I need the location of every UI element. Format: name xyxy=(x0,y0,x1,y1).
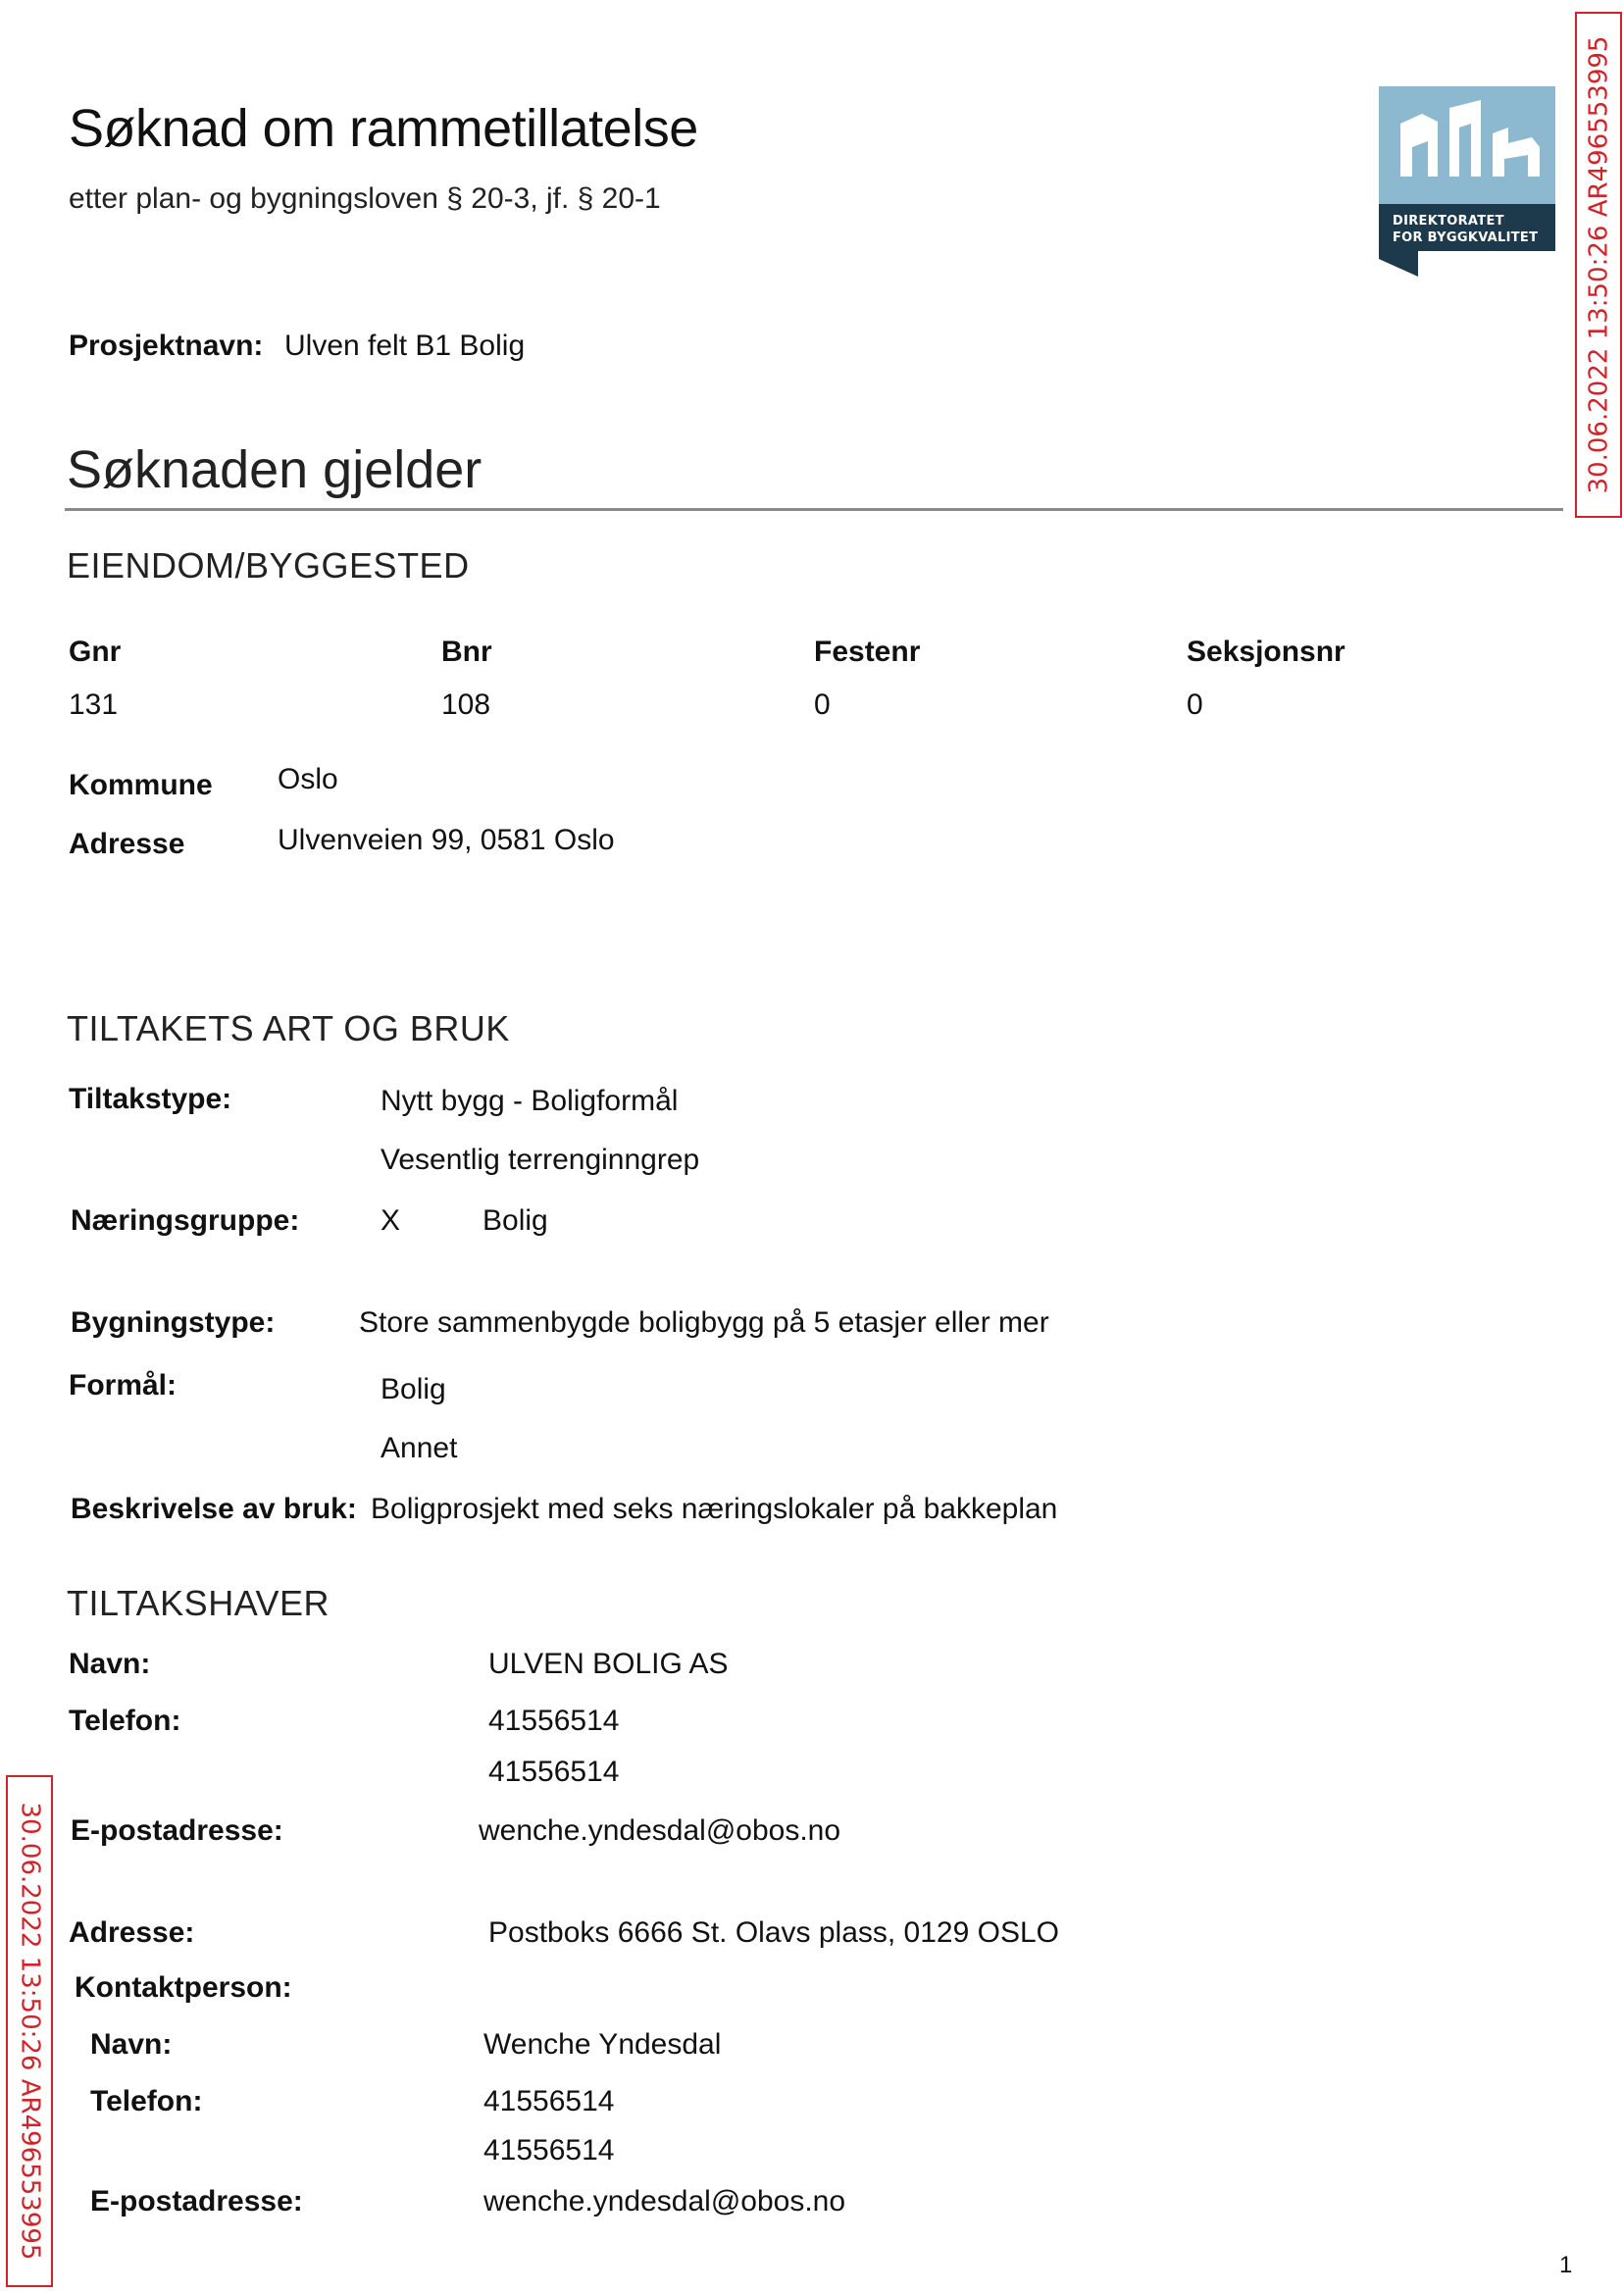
formal-value-2: Annet xyxy=(381,1432,458,1464)
date-stamp-text: 30.06.2022 13:50:26 AR496553995 xyxy=(1584,35,1613,494)
naeringsgruppe-label: Næringsgruppe: xyxy=(71,1204,300,1237)
kontakt-navn-label: Navn: xyxy=(90,2028,173,2061)
tiltakshaver-heading: TILTAKSHAVER xyxy=(67,1583,330,1623)
page-number: 1 xyxy=(1559,2252,1573,2278)
tiltakstype-label: Tiltakstype: xyxy=(69,1083,232,1115)
tiltakshaver-adresse-label: Adresse: xyxy=(69,1916,195,1949)
naeringsgruppe-code: X xyxy=(381,1204,401,1237)
building-logo-icon xyxy=(1379,86,1555,279)
beskrivelse-value: Boligprosjekt med seks næringslokaler på bakkeplan xyxy=(371,1493,1058,1525)
tiltakshaver-telefon-label: Telefon: xyxy=(69,1705,181,1737)
tiltakshaver-epost-value: wenche.yndesdal@obos.no xyxy=(479,1814,841,1847)
bygningstype-value: Store sammenbygde boligbygg på 5 etasjer eller mer xyxy=(359,1306,1049,1339)
naeringsgruppe-value: Bolig xyxy=(482,1204,548,1237)
tiltakstype-value-2: Vesentlig terrenginngrep xyxy=(381,1144,700,1176)
kommune-label: Kommune xyxy=(69,769,213,801)
kommune-value: Oslo xyxy=(278,763,338,795)
bygningstype-label: Bygningstype: xyxy=(71,1306,276,1339)
date-stamp-top xyxy=(1575,12,1622,518)
kontakt-telefon-value-1: 41556514 xyxy=(483,2085,615,2117)
date-stamp-text: 30.06.2022 13:50:26 AR496553995 xyxy=(15,1802,44,2261)
eiendom-heading: EIENDOM/BYGGESTED xyxy=(67,545,470,586)
tiltak-heading: TILTAKETS ART OG BRUK xyxy=(67,1008,510,1048)
adresse-label: Adresse xyxy=(69,828,185,860)
festenr-label: Festenr xyxy=(814,636,921,668)
bnr-value: 108 xyxy=(441,688,491,721)
kontakt-navn-value: Wenche Yndesdal xyxy=(483,2028,722,2061)
logo-text-line1: DIREKTORATET xyxy=(1393,214,1504,229)
tiltakshaver-epost-label: E-postadresse: xyxy=(71,1814,283,1847)
kontakt-epost-value: wenche.yndesdal@obos.no xyxy=(483,2185,846,2218)
formal-value-1: Bolig xyxy=(381,1373,446,1405)
seksjonsnr-value: 0 xyxy=(1187,688,1203,721)
tiltakshaver-telefon-value-2: 41556514 xyxy=(488,1756,620,1788)
gnr-value: 131 xyxy=(69,688,119,721)
tiltakshaver-telefon-value-1: 41556514 xyxy=(488,1705,620,1737)
dibk-logo xyxy=(1379,86,1555,279)
gnr-label: Gnr xyxy=(69,636,122,668)
kontakt-telefon-value-2: 41556514 xyxy=(483,2134,615,2167)
beskrivelse-label: Beskrivelse av bruk: xyxy=(71,1493,357,1525)
section-divider xyxy=(65,508,1563,511)
logo-text-line2: FOR BYGGKVALITET xyxy=(1393,230,1539,245)
project-name-label: Prosjektnavn: xyxy=(69,330,264,362)
seksjonsnr-label: Seksjonsnr xyxy=(1187,636,1345,668)
bnr-label: Bnr xyxy=(441,636,492,668)
tiltakshaver-navn-value: ULVEN BOLIG AS xyxy=(488,1648,729,1680)
page-subtitle: etter plan- og bygningsloven § 20-3, jf. § 20-1 xyxy=(69,182,661,215)
kontaktperson-label: Kontaktperson: xyxy=(75,1971,292,2004)
project-name-value: Ulven felt B1 Bolig xyxy=(284,330,526,362)
tiltakshaver-navn-label: Navn: xyxy=(69,1648,151,1680)
tiltakstype-value-1: Nytt bygg - Boligformål xyxy=(381,1085,679,1117)
logo-ribbon xyxy=(1379,251,1418,277)
formal-label: Formål: xyxy=(69,1369,178,1402)
adresse-value: Ulvenveien 99, 0581 Oslo xyxy=(278,824,615,856)
page-title: Søknad om rammetillatelse xyxy=(69,99,698,158)
kontakt-epost-label: E-postadresse: xyxy=(90,2185,303,2218)
festenr-value: 0 xyxy=(814,688,831,721)
kontakt-telefon-label: Telefon: xyxy=(90,2085,203,2117)
section-heading: Søknaden gjelder xyxy=(67,440,482,499)
date-stamp-left xyxy=(6,1775,53,2287)
tiltakshaver-adresse-value: Postboks 6666 St. Olavs plass, 0129 OSLO xyxy=(488,1916,1059,1949)
